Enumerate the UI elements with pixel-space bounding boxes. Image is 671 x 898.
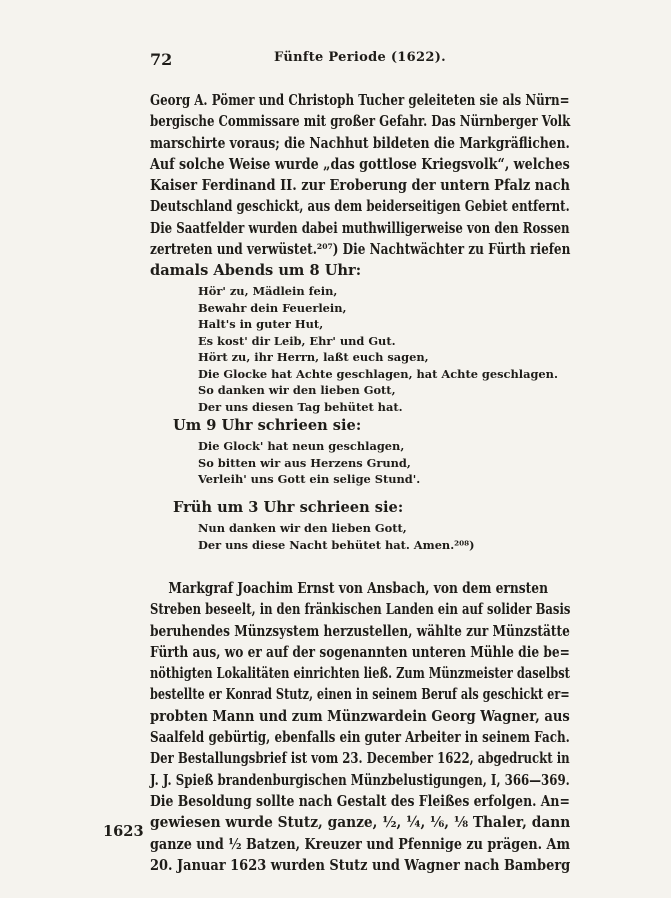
text-line: Die Besoldung sollte nach Gestalt des Fleißes erfolgen. An= — [150, 792, 570, 810]
page-header — [150, 50, 570, 74]
text-line: Georg A. Pömer und Christoph Tucher geleiteten sie als Nürn= — [150, 92, 570, 109]
verse-9-uhr — [198, 438, 420, 488]
text-line: 20. Januar 1623 wurden Stutz und Wagner nach Bamberg — [150, 856, 571, 874]
text-line: ganze und ½ Batzen, Kreuzer und Pfennige zu prägen. Am — [150, 835, 570, 853]
text-line: beruhendes Münzsystem herzustellen, wählte zur Münzstätte — [150, 622, 570, 640]
verse-line: Halt's in guter Hut, — [198, 317, 324, 331]
text-line: damals Abends um 8 Uhr: — [150, 262, 362, 280]
verse-line: Nun danken wir den lieben Gott, — [198, 521, 407, 535]
text-line: gewiesen wurde Stutz, ganze, ½, ¼, ⅙, ⅛ Thaler, dann — [150, 814, 571, 832]
running-head: Fünfte Periode (1622). — [274, 50, 446, 65]
text-line: Saalfeld gebürtig, ebenfalls ein guter Arbeiter in seinem Fach. — [150, 729, 570, 747]
verse-line: Hör' zu, Mädlein fein, — [198, 284, 338, 298]
page-number: 72 — [150, 50, 173, 69]
text-line: Fürth aus, wo er auf der sogenannten unteren Mühle die be= — [150, 643, 570, 661]
verse-intro-3-uhr: Früh um 3 Uhr schrieen sie: — [173, 499, 404, 516]
text-line: Auf solche Weise wurde „das gottlose Kriegsvolk“, welches — [150, 155, 570, 173]
text-line: Markgraf Joachim Ernst von Ansbach, von dem ernsten — [168, 580, 548, 597]
text-line: Deutschland geschickt, aus dem beiderseitigen Gebiet entfernt. — [150, 198, 570, 216]
verse-line: Verleih' uns Gott ein selige Stund'. — [198, 472, 421, 486]
verse-3-uhr — [198, 520, 475, 553]
verse-line: Bewahr dein Feuerlein, — [198, 300, 347, 315]
text-line: zertreten und verwüstet.²⁰⁷) Die Nachtwächter zu Fürth riefen — [150, 241, 571, 259]
text-line: nöthigten Lokalitäten einrichten ließ. Zum Münzmeister daselbst — [150, 665, 570, 683]
text-line: Kaiser Ferdinand II. zur Eroberung der untern Pfalz nach — [150, 177, 570, 195]
verse-8-uhr — [198, 283, 558, 415]
verse-line: Die Glock' hat neun geschlagen, — [198, 439, 405, 453]
verse-line: Hört zu, ihr Herrn, laßt euch sagen, — [198, 350, 429, 364]
text-line: bestellte er Konrad Stutz, einen in seinem Beruf als geschickt er= — [150, 686, 570, 704]
verse-intro-9-uhr: Um 9 Uhr schrieen sie: — [173, 417, 362, 434]
margin-year-note: 1623 — [103, 823, 144, 840]
text-line: Die Saatfelder wurden dabei muthwilligerweise von den Rossen — [150, 219, 570, 237]
verse-line: So danken wir den lieben Gott, — [198, 383, 396, 397]
text-line: marschirte voraus; die Nachhut bildeten die Markgräflichen. — [150, 134, 570, 152]
verse-line: Der uns diesen Tag behütet hat. — [198, 399, 403, 414]
verse-line: Die Glocke hat Achte geschlagen, hat Achte geschlagen. — [198, 366, 558, 381]
paragraph-2 — [150, 578, 570, 876]
text-line: Der Bestallungsbrief ist vom 23. December 1622, abgedruckt in — [150, 750, 570, 768]
text-line: bergische Commissare mit großer Gefahr. Das Nürnberger Volk — [150, 113, 571, 131]
verse-line: Der uns diese Nacht behütet hat. Amen.²⁰⁸) — [198, 537, 475, 552]
text-line: probten Mann und zum Münzwardein Georg Wagner, aus — [150, 707, 570, 725]
paragraph-1 — [150, 90, 570, 282]
text-line: J. J. Spieß brandenburgischen Münzbelustigungen, I, 366—369. — [150, 771, 570, 789]
verse-line: So bitten wir aus Herzens Grund, — [198, 455, 411, 470]
verse-line: Es kost' dir Leib, Ehr' und Gut. — [198, 333, 396, 348]
text-line: Streben beseelt, in den fränkischen Landen ein auf solider Basis — [150, 601, 571, 619]
